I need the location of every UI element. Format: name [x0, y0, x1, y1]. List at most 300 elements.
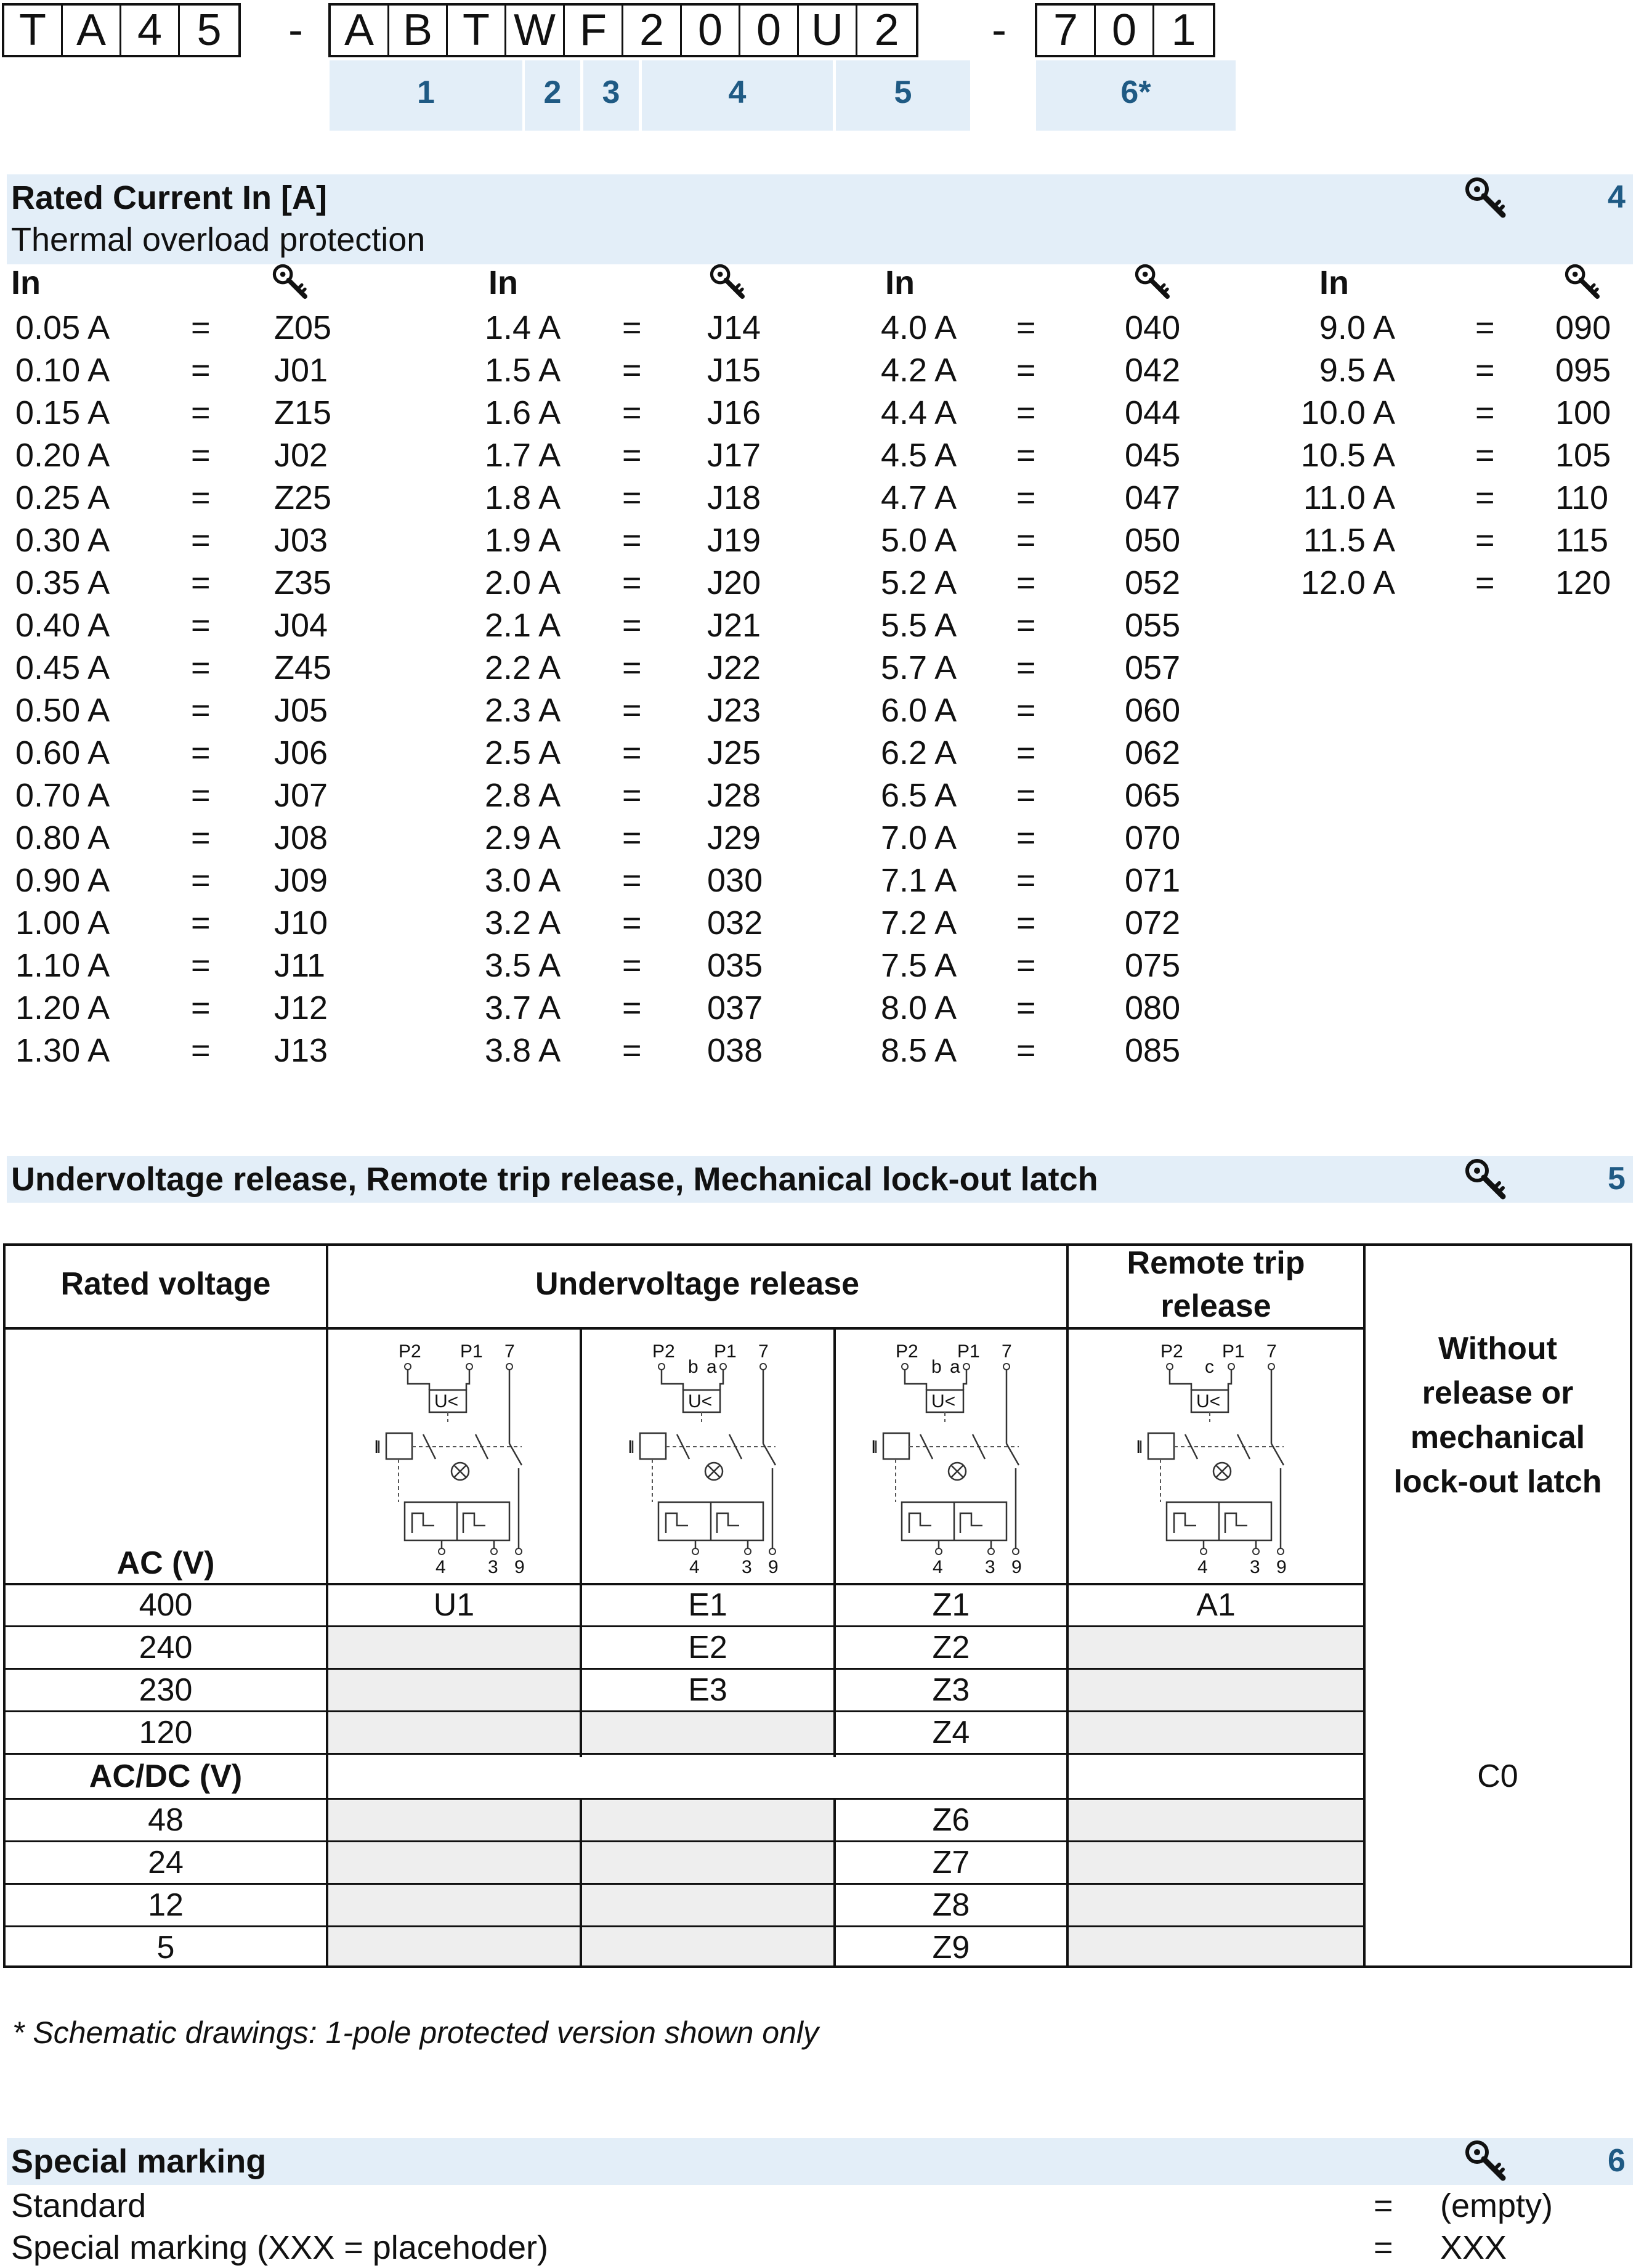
current-value: 0.40 A [15, 607, 110, 644]
wire [1204, 1540, 1256, 1548]
order-code: 071 [1125, 862, 1181, 899]
terminal-dot [769, 1548, 775, 1555]
current-value: 11.0 A [1303, 479, 1395, 516]
current-value: 0.15 A [15, 394, 110, 431]
marking-value: (empty) [1440, 2187, 1553, 2224]
wire [905, 1370, 926, 1390]
equals-sign: = [622, 437, 642, 474]
wire [662, 1370, 683, 1390]
current-value: 3.5 A [485, 947, 561, 984]
current-value: 4.4 A [881, 394, 957, 431]
thermal-element [883, 1433, 909, 1459]
current-value: 3.2 A [485, 904, 561, 941]
equals-sign: = [1016, 437, 1036, 474]
equals-sign: = [622, 394, 642, 431]
position-label: 3 [602, 75, 620, 110]
switch-contact [973, 1434, 985, 1459]
voltage-value: 24 [148, 1845, 184, 1880]
code-char: 4 [121, 6, 180, 55]
terminal-label: 3 [488, 1557, 498, 1577]
acdc-label: AC/DC (V) [89, 1758, 243, 1794]
terminal-label: 7 [758, 1341, 769, 1362]
ac-label: AC (V) [116, 1545, 215, 1581]
terminal-dot [1167, 1364, 1173, 1370]
order-code: 115 [1555, 522, 1609, 559]
equals-sign: = [1475, 394, 1495, 431]
terminal-dot [745, 1548, 751, 1555]
current-value: 2.2 A [485, 649, 561, 686]
current-value: 0.05 A [15, 309, 110, 346]
equals-sign: = [1016, 564, 1036, 601]
order-code: 057 [1125, 649, 1181, 686]
current-value: 0.10 A [15, 352, 110, 389]
wire [695, 1540, 748, 1548]
marking-eq: = [1374, 2229, 1393, 2266]
code-char: W [506, 6, 565, 55]
header-line: Without [1438, 1331, 1557, 1367]
order-code: 070 [1125, 819, 1181, 856]
code-a: A1 [1196, 1587, 1236, 1623]
equals-sign: = [191, 437, 211, 474]
terminal-label: 4 [1197, 1557, 1208, 1577]
terminal-label: 4 [689, 1557, 700, 1577]
order-code: J10 [274, 904, 328, 941]
equals-sign: = [622, 352, 642, 389]
terminal-label: P1 [957, 1341, 980, 1362]
equals-sign: = [622, 947, 642, 984]
order-code: J16 [707, 394, 761, 431]
order-code: J12 [274, 990, 328, 1026]
coil-label: U< [434, 1391, 459, 1412]
switch-contact [476, 1434, 488, 1459]
voltage-value: 48 [148, 1802, 184, 1838]
equals-sign: = [622, 564, 642, 601]
terminal-dot [988, 1548, 994, 1555]
code-char: 0 [1096, 6, 1154, 55]
code-z: Z1 [932, 1587, 970, 1623]
current-value: 3.7 A [485, 990, 561, 1026]
equals-sign: = [1475, 522, 1495, 559]
equals-sign: = [191, 947, 211, 984]
schematic-drawing [871, 1341, 1022, 1577]
equals-sign: = [1475, 437, 1495, 474]
current-value: 1.00 A [15, 904, 110, 941]
current-value: 7.0 A [881, 819, 957, 856]
order-code: 042 [1125, 352, 1181, 389]
section-subtitle: Thermal overload protection [11, 221, 426, 258]
position-label: 6* [1120, 75, 1151, 110]
current-value: 5.5 A [881, 607, 957, 644]
current-value: 0.60 A [15, 734, 110, 771]
equals-sign: = [1016, 947, 1036, 984]
equals-sign: = [191, 734, 211, 771]
order-code: J18 [707, 479, 761, 516]
element-label: I [374, 1437, 379, 1457]
order-code: J25 [707, 734, 761, 771]
section-title: Special marking [11, 2143, 267, 2180]
equals-sign: = [191, 522, 211, 559]
order-code: 047 [1125, 479, 1181, 516]
order-code: 030 [707, 862, 763, 899]
key-icon [1135, 264, 1172, 301]
header-remote-trip: Remote trip [1127, 1245, 1305, 1281]
indicator-lamp [951, 1465, 963, 1477]
current-value: 6.5 A [881, 777, 957, 814]
empty-cell [582, 1712, 833, 1754]
empty-cell [328, 1627, 580, 1754]
current-value: 4.0 A [881, 309, 957, 346]
equals-sign: = [622, 309, 642, 346]
coil-label: U< [1196, 1391, 1221, 1412]
order-code: 037 [707, 990, 763, 1026]
current-value: 0.70 A [15, 777, 110, 814]
footnote: * Schematic drawings: 1-pole protected version shown only [12, 2015, 819, 2050]
order-code: 062 [1125, 734, 1181, 771]
code-z: Z3 [932, 1672, 970, 1708]
switch-contact [763, 1444, 775, 1548]
code-z: Z9 [932, 1930, 970, 1965]
coil-label: U< [931, 1391, 956, 1412]
equals-sign: = [1016, 649, 1036, 686]
current-value: 1.30 A [15, 1032, 110, 1069]
equals-sign: = [1016, 607, 1036, 644]
order-code: 035 [707, 947, 763, 984]
order-code: 052 [1125, 564, 1181, 601]
order-code: 085 [1125, 1032, 1181, 1069]
terminal-dot [466, 1364, 472, 1370]
code-char: T [4, 6, 63, 55]
terminal-label: b [931, 1357, 942, 1377]
current-value: 0.25 A [15, 479, 110, 516]
code-z: Z8 [932, 1887, 970, 1923]
terminal-label: a [950, 1357, 960, 1377]
terminal-label: 9 [1011, 1557, 1022, 1577]
code-char: B [389, 6, 448, 55]
current-value: 0.80 A [15, 819, 110, 856]
code-char: 0 [740, 6, 799, 55]
equals-sign: = [1016, 862, 1036, 899]
terminal-label: P2 [896, 1341, 918, 1362]
column-header: In [1319, 264, 1349, 301]
code-separator: - [992, 6, 1006, 55]
current-value: 2.5 A [485, 734, 561, 771]
code-u: U1 [433, 1587, 475, 1623]
code-separator: - [288, 6, 303, 55]
section-number: 6 [1608, 2143, 1626, 2179]
terminal-label: 3 [1250, 1557, 1260, 1577]
equals-sign: = [1016, 352, 1036, 389]
order-code: Z05 [274, 309, 332, 346]
current-value: 1.4 A [485, 309, 561, 346]
equals-sign: = [1475, 309, 1495, 346]
terminal-label: 7 [504, 1341, 515, 1362]
terminal-label: b [688, 1357, 699, 1377]
equals-sign: = [622, 522, 642, 559]
terminal-dot [760, 1364, 766, 1370]
equals-sign: = [191, 607, 211, 644]
order-code: J13 [274, 1032, 328, 1069]
order-code: J01 [274, 352, 328, 389]
wire [720, 1370, 723, 1390]
current-value: 6.2 A [881, 734, 957, 771]
order-code: 072 [1125, 904, 1181, 941]
key-icon [1565, 264, 1602, 301]
terminal-label: 4 [933, 1557, 943, 1577]
current-value: 1.9 A [485, 522, 561, 559]
current-value: 4.2 A [881, 352, 957, 389]
trip-element [1174, 1513, 1247, 1533]
current-value: 5.0 A [881, 522, 957, 559]
wire [408, 1370, 429, 1390]
header-undervoltage-release: Undervoltage release [535, 1266, 860, 1302]
terminal-label: P2 [652, 1341, 675, 1362]
terminal-dot [1253, 1548, 1259, 1555]
equals-sign: = [1016, 394, 1036, 431]
mechanical-link [896, 1412, 945, 1502]
terminal-label: P1 [714, 1341, 737, 1362]
position-label: 2 [543, 75, 562, 110]
terminal-label: 9 [1276, 1557, 1287, 1577]
order-code: J03 [274, 522, 328, 559]
voltage-value: 5 [156, 1930, 175, 1965]
current-value: 4.5 A [881, 437, 957, 474]
position-label: 1 [417, 75, 435, 110]
code-char: 7 [1037, 6, 1096, 55]
order-code: J22 [707, 649, 761, 686]
code-char: A [331, 6, 389, 55]
order-code: J14 [707, 309, 761, 346]
terminal-dot [506, 1364, 512, 1370]
current-value: 5.7 A [881, 649, 957, 686]
order-code: J28 [707, 777, 761, 814]
key-icon [272, 264, 309, 301]
equals-sign: = [1016, 479, 1036, 516]
terminal-dot [1003, 1364, 1010, 1370]
indicator-lamp [708, 1465, 720, 1477]
marking-value: XXX [1440, 2229, 1507, 2266]
terminal-dot [439, 1548, 445, 1555]
thermal-element [640, 1433, 666, 1459]
section-title: Rated Current In [A] [11, 179, 327, 216]
trip-element [412, 1513, 485, 1533]
header-rated-voltage: Rated voltage [60, 1266, 271, 1302]
code-e: E3 [688, 1672, 727, 1708]
equals-sign: = [622, 734, 642, 771]
current-value: 0.35 A [15, 564, 110, 601]
wire [939, 1540, 991, 1548]
schematic-drawing [374, 1341, 525, 1577]
schematic-undervoltage-u [328, 1330, 580, 1583]
equals-sign: = [1475, 564, 1495, 601]
order-code: J15 [707, 352, 761, 389]
current-value: 2.1 A [485, 607, 561, 644]
current-value: 0.30 A [15, 522, 110, 559]
code-z: Z4 [932, 1715, 970, 1750]
terminal-label: 4 [435, 1557, 446, 1577]
code-e: E2 [688, 1630, 727, 1665]
current-value: 8.0 A [881, 990, 957, 1026]
terminal-dot [936, 1548, 942, 1555]
terminal-dot [1278, 1548, 1284, 1555]
thermal-element [386, 1433, 412, 1459]
order-code: 075 [1125, 947, 1181, 984]
order-code: 120 [1555, 564, 1611, 601]
header-remote-trip: release [1160, 1288, 1271, 1324]
current-value: 7.2 A [881, 904, 957, 941]
terminal-dot [902, 1364, 908, 1370]
order-code: J23 [707, 692, 761, 729]
marking-label: Standard [11, 2187, 147, 2224]
current-value: 4.7 A [881, 479, 957, 516]
equals-sign: = [191, 649, 211, 686]
equals-sign: = [191, 1032, 211, 1069]
current-value: 1.20 A [15, 990, 110, 1026]
key-icon [710, 264, 747, 301]
code-char: U [799, 6, 857, 55]
order-code: J20 [707, 564, 761, 601]
current-value: 9.0 A [1319, 309, 1395, 346]
order-code: J29 [707, 819, 761, 856]
code-char: 2 [623, 6, 682, 55]
wire [1170, 1370, 1191, 1390]
key-icon [1465, 1158, 1508, 1201]
current-value: 12.0 A [1300, 564, 1395, 601]
terminal-label: 9 [768, 1557, 779, 1577]
current-value: 7.5 A [881, 947, 957, 984]
order-code: J17 [707, 437, 761, 474]
order-code: J07 [274, 777, 328, 814]
order-code: 055 [1125, 607, 1181, 644]
order-code: J11 [274, 947, 326, 984]
trip-element [909, 1513, 982, 1533]
section-number: 5 [1608, 1161, 1626, 1197]
code-group-3 [1035, 3, 1215, 57]
order-code: 100 [1555, 394, 1611, 431]
equals-sign: = [622, 990, 642, 1026]
equals-sign: = [191, 819, 211, 856]
equals-sign: = [191, 564, 211, 601]
terminal-label: 3 [742, 1557, 752, 1577]
terminal-dot [491, 1548, 497, 1555]
equals-sign: = [1016, 819, 1036, 856]
switch-contact [729, 1434, 742, 1459]
terminal-dot [1228, 1364, 1234, 1370]
equals-sign: = [1016, 734, 1036, 771]
current-value: 1.6 A [485, 394, 561, 431]
current-value: 9.5 A [1319, 352, 1395, 389]
order-code: Z15 [274, 394, 332, 431]
table-border [3, 1243, 1632, 1246]
terminal-label: 3 [985, 1557, 995, 1577]
current-value: 0.20 A [15, 437, 110, 474]
order-code: 090 [1555, 309, 1611, 346]
equals-sign: = [191, 777, 211, 814]
order-code: J21 [707, 607, 761, 644]
trip-element [666, 1513, 739, 1533]
element-label: I [1136, 1437, 1141, 1457]
equals-sign: = [191, 479, 211, 516]
equals-sign: = [1016, 309, 1036, 346]
equals-sign: = [622, 777, 642, 814]
code-z: Z6 [932, 1802, 970, 1838]
equals-sign: = [1016, 777, 1036, 814]
indicator-lamp [1216, 1465, 1228, 1477]
order-code: 105 [1555, 437, 1611, 474]
column-header: In [488, 264, 518, 301]
wire [442, 1540, 494, 1548]
current-value: 11.5 A [1303, 522, 1395, 559]
switch-contact [1237, 1434, 1250, 1459]
equals-sign: = [622, 649, 642, 686]
equals-sign: = [622, 692, 642, 729]
order-code: 032 [707, 904, 763, 941]
header-without-release [1366, 1327, 1630, 1504]
wire [466, 1370, 469, 1390]
order-code: Z25 [274, 479, 332, 516]
order-code: Z35 [274, 564, 332, 601]
equals-sign: = [622, 1032, 642, 1069]
indicator-lamp [454, 1465, 466, 1477]
equals-sign: = [622, 819, 642, 856]
terminal-label: 7 [1266, 1341, 1277, 1362]
terminal-label: P2 [1160, 1341, 1183, 1362]
code-char: T [448, 6, 506, 55]
code-char: F [565, 6, 623, 55]
equals-sign: = [622, 904, 642, 941]
position-label: 5 [894, 75, 912, 110]
order-code: 060 [1125, 692, 1181, 729]
marking-label: Special marking (XXX = placehoder) [11, 2229, 548, 2266]
coil-label: U< [688, 1391, 713, 1412]
equals-sign: = [1016, 990, 1036, 1026]
equals-sign: = [622, 862, 642, 899]
order-code: 045 [1125, 437, 1181, 474]
order-code: 110 [1555, 479, 1609, 516]
thermal-element [1148, 1433, 1174, 1459]
mechanical-link [399, 1412, 448, 1502]
order-code: J04 [274, 607, 328, 644]
order-code: J05 [274, 692, 328, 729]
schematic-undervoltage-z [836, 1330, 1066, 1583]
order-code: 065 [1125, 777, 1181, 814]
current-value: 0.50 A [15, 692, 110, 729]
equals-sign: = [191, 309, 211, 346]
current-value: 1.7 A [485, 437, 561, 474]
order-code: 080 [1125, 990, 1181, 1026]
current-value: 5.2 A [881, 564, 957, 601]
section-number: 4 [1608, 179, 1626, 215]
switch-contact [1006, 1444, 1019, 1548]
switch-contact [1271, 1444, 1284, 1548]
element-label: I [628, 1437, 633, 1457]
order-code: J08 [274, 819, 328, 856]
order-code: 095 [1555, 352, 1611, 389]
voltage-value: 120 [139, 1715, 193, 1750]
equals-sign: = [622, 479, 642, 516]
current-value: 0.45 A [15, 649, 110, 686]
key-icon [1465, 177, 1508, 220]
code-z: Z2 [932, 1630, 970, 1665]
element-label: I [871, 1437, 877, 1457]
position-label: 4 [728, 75, 747, 110]
terminal-dot [720, 1364, 726, 1370]
terminal-dot [1201, 1548, 1207, 1555]
switch-contact [509, 1444, 522, 1548]
table-border [1630, 1243, 1632, 1968]
code-e: E1 [688, 1587, 727, 1623]
current-value: 1.8 A [485, 479, 561, 516]
code-z: Z7 [932, 1845, 970, 1880]
